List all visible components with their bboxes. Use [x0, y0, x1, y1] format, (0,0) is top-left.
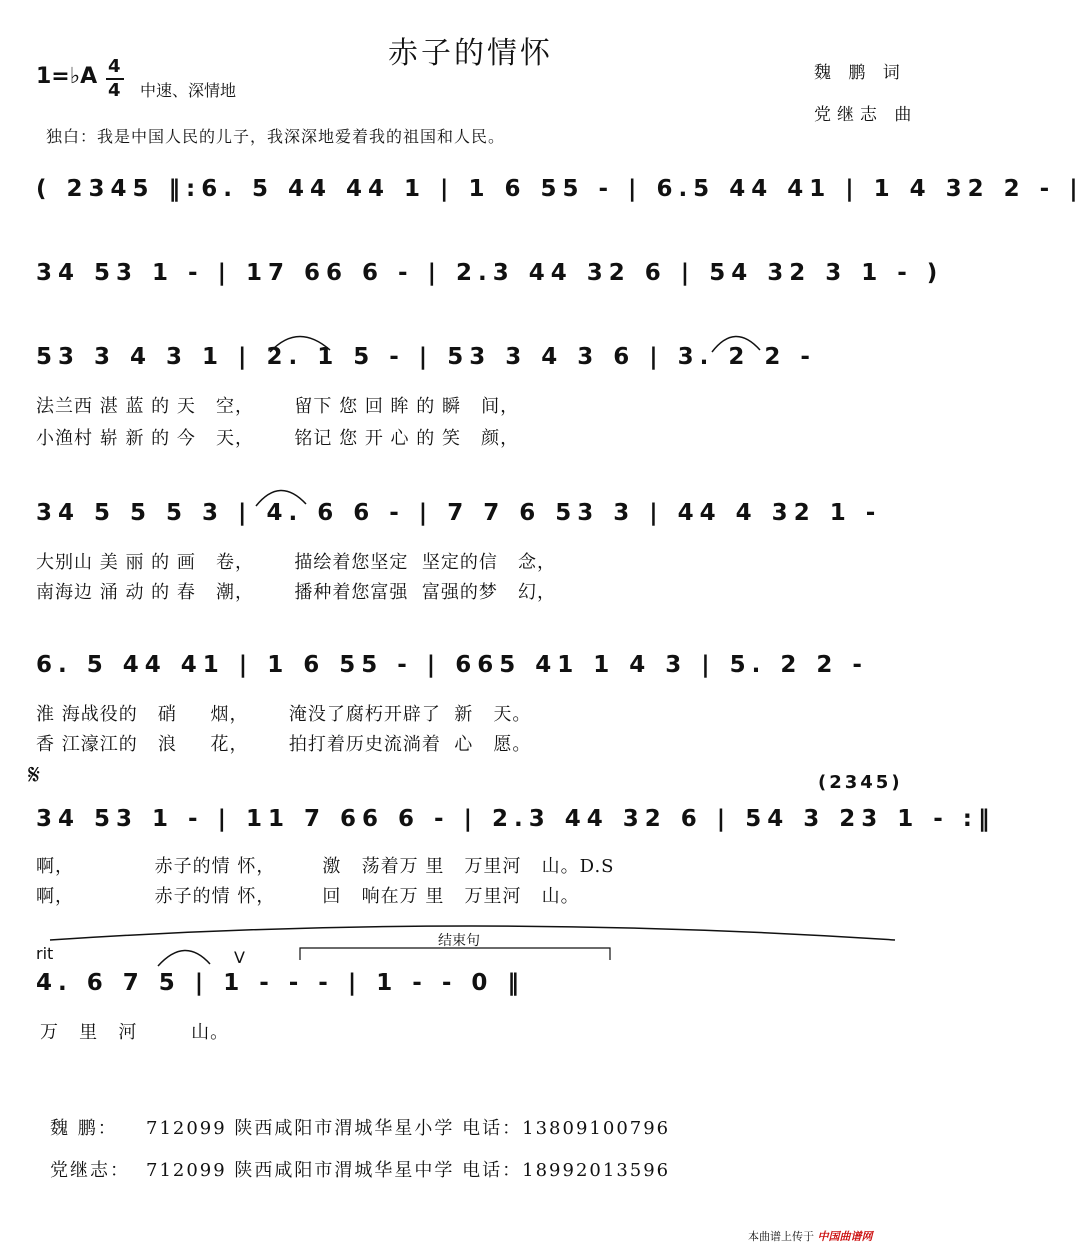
lyrics-line-2a: 大别山 美 丽 的 画 卷， 描绘着您坚定 坚定的信 念， — [36, 552, 556, 573]
monologue-text: 独白：我是中国人民的儿子，我深深地爱着我的祖国和人民。 — [46, 127, 506, 146]
melody-line-4: 34 53 1 - | 11 7 66 6 - | 2.3 44 32 6 | 54 3 23 1 - :‖ — [36, 806, 996, 832]
slur-4 — [158, 950, 210, 966]
contact-2-name: 党继志： — [50, 1160, 130, 1181]
site-logo: 中国曲谱网 — [817, 1230, 873, 1243]
lyrics-line-2b: 南海边 涌 动 的 春 潮， 播种着您富强 富强的梦 幻， — [36, 582, 556, 603]
intro-line-2: 34 53 1 - | 17 66 6 - | 2.3 44 32 6 | 54 32 3 1 - ) — [36, 260, 944, 286]
breath-mark: V — [234, 948, 245, 967]
tempo-marking: 中速、深情地 — [140, 81, 237, 100]
lyrics-line-5: 万 里 河 山。 — [40, 1022, 230, 1043]
lyrics-line-1b: 小渔村 崭 新 的 今 天， 铭记 您 开 心 的 笑 颜， — [36, 428, 520, 449]
upload-note — [748, 1228, 873, 1244]
rit-marking: rit — [36, 944, 54, 963]
pickup-notes: (2345) — [818, 772, 903, 793]
slur-3 — [256, 490, 306, 506]
slur-2 — [712, 336, 760, 352]
time-signature-bottom: 4 — [108, 80, 121, 101]
melody-line-5: 4. 6 7 5 | 1 - - - | 1 - - 0 ‖ — [36, 970, 525, 996]
segno-sign: 𝄋 — [28, 758, 41, 791]
intro-line-1: ( 2345 ‖:6. 5 44 44 1 | 1 6 55 - | 6.5 44 41 | 1 4 32 2 - | — [36, 176, 1084, 202]
lyrics-line-4a: 啊， 赤子的情 怀， 激 荡着万 里 万里河 山。D.S — [36, 856, 615, 877]
contact-2-info: 712099 陕西咸阳市渭城华星中学 电话：18992013596 — [146, 1160, 671, 1181]
melody-line-2: 34 5 5 5 3 | 4. 6 6 - | 7 7 6 53 3 | 44 4 32 1 - — [36, 500, 882, 526]
composer-credit: 党继志 曲 — [814, 105, 918, 125]
lyricist-credit: 魏 鹏 词 — [814, 63, 906, 83]
upload-text: 本曲谱上传于 — [748, 1230, 814, 1243]
lyrics-line-4b: 啊， 赤子的情 怀， 回 响在万 里 万里河 山。 — [36, 886, 580, 907]
ending-label: 结束句 — [438, 933, 480, 949]
song-title: 赤子的情怀 — [388, 36, 553, 71]
ending-bracket — [300, 948, 610, 960]
lyrics-line-1a: 法兰西 湛 蓝 的 天 空， 留下 您 回 眸 的 瞬 间， — [36, 396, 520, 417]
rit-arc — [50, 926, 895, 940]
lyrics-line-3a: 淮 海战役的 硝 烟， 淹没了腐朽开辟了 新 天。 — [36, 704, 532, 725]
key-signature: 1=♭A — [36, 64, 98, 89]
time-signature-top: 4 — [108, 56, 121, 77]
contact-1-name: 魏 鹏： — [50, 1118, 118, 1139]
lyrics-line-3b: 香 江濠江的 浪 花， 拍打着历史流淌着 心 愿。 — [36, 734, 532, 755]
melody-line-3: 6. 5 44 41 | 1 6 55 - | 665 41 1 4 3 | 5. 2 2 - — [36, 652, 868, 678]
melody-line-1: 53 3 4 3 1 | 2. 1 5 - | 53 3 4 3 6 | 3. 2 2 - — [36, 344, 816, 370]
contact-1-info: 712099 陕西咸阳市渭城华星小学 电话：13809100796 — [146, 1118, 671, 1139]
slur-1 — [270, 336, 330, 352]
